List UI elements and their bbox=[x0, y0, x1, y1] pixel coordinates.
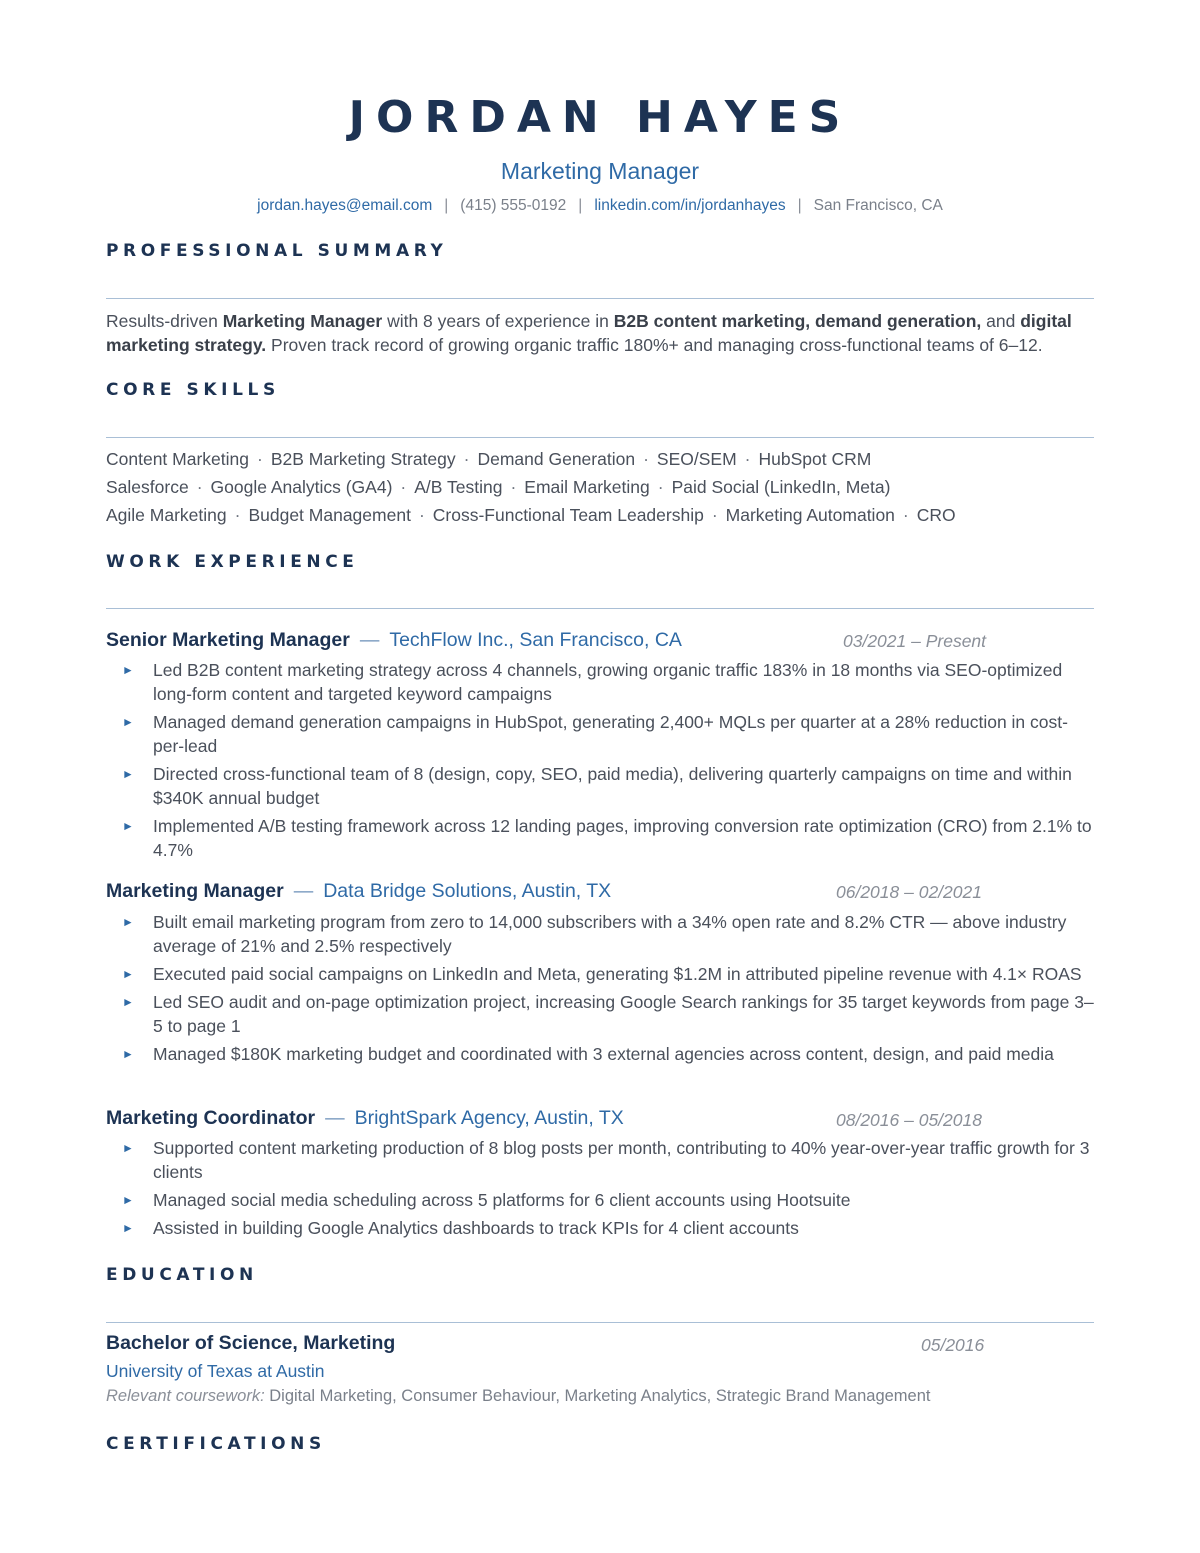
job-dates: 08/2016 – 05/2018 bbox=[836, 1110, 982, 1130]
skill-dot: · bbox=[510, 477, 517, 497]
section-divider bbox=[106, 608, 1094, 609]
bullet-arrow-icon: ► bbox=[122, 995, 134, 1009]
email-link[interactable]: jordan.hayes@email.com bbox=[257, 197, 433, 214]
candidate-name: JORDAN HAYES bbox=[348, 92, 852, 143]
list-item bbox=[122, 1216, 1097, 1240]
list-item bbox=[122, 814, 1097, 862]
company-name: BrightSpark Agency, Austin, TX bbox=[354, 1107, 624, 1129]
summary-part: Results-driven bbox=[106, 311, 223, 331]
bullet-arrow-icon: ► bbox=[122, 819, 134, 833]
bullet-text: Executed paid social campaigns on LinkedIn and Meta, generating $1.2M in attributed pipeline revenue with 4.1× ROAS bbox=[153, 964, 1082, 984]
skills-line-2 bbox=[106, 477, 890, 498]
skill-item: Marketing Automation bbox=[725, 505, 895, 525]
skill-dot: · bbox=[257, 449, 263, 469]
summary-emphasis: B2B content marketing, demand generation, bbox=[613, 311, 982, 331]
skill-item: Demand Generation bbox=[477, 449, 636, 469]
skills-line-1 bbox=[106, 449, 871, 470]
skill-item: Content Marketing bbox=[106, 449, 249, 469]
section-title-education: EDUCATION bbox=[106, 1265, 258, 1285]
skill-dot: · bbox=[463, 449, 470, 469]
bullet-text: Implemented A/B testing framework across 12 landing pages, improving conversion rate optimization (CRO) from 2.1% to 4.7% bbox=[153, 816, 1092, 860]
section-divider bbox=[106, 437, 1094, 438]
contact-line bbox=[0, 197, 1200, 215]
separator: | bbox=[444, 197, 449, 214]
bullet-arrow-icon: ► bbox=[122, 1047, 134, 1061]
bullet-text: Managed social media scheduling across 5 platforms for 6 client accounts using Hootsuite bbox=[153, 1190, 851, 1210]
skill-dot: · bbox=[657, 477, 664, 497]
dash: — bbox=[325, 1107, 345, 1129]
bullet-arrow-icon: ► bbox=[122, 915, 134, 929]
bullet-arrow-icon: ► bbox=[122, 967, 134, 981]
job-bullets bbox=[122, 910, 1097, 1070]
skill-item: B2B Marketing Strategy bbox=[270, 449, 456, 469]
list-item bbox=[122, 962, 1097, 986]
list-item bbox=[122, 990, 1097, 1038]
summary-part: and bbox=[981, 311, 1021, 331]
skill-item: Google Analytics (GA4) bbox=[210, 477, 393, 497]
bullet-text: Directed cross-functional team of 8 (design, copy, SEO, paid media), delivering quarterly campaigns on time and within $340K annual budget bbox=[153, 764, 1072, 808]
company-name: TechFlow Inc., San Francisco, CA bbox=[389, 629, 682, 651]
skill-dot: · bbox=[400, 477, 407, 497]
bullet-text: Led SEO audit and on-page optimization project, increasing Google Search rankings for 35 target keywords from page 3–5 to page 1 bbox=[153, 992, 1094, 1036]
summary-text bbox=[106, 310, 1096, 357]
bullet-text: Managed demand generation campaigns in HubSpot, generating 2,400+ MQLs per quarter at a 28% reduction in cost-per-lead bbox=[153, 712, 1068, 756]
skill-item: Agile Marketing bbox=[106, 505, 227, 525]
summary-emphasis: Marketing Manager bbox=[222, 311, 383, 331]
list-item bbox=[122, 710, 1097, 758]
list-item bbox=[122, 1136, 1097, 1184]
section-title-skills: CORE SKILLS bbox=[106, 380, 280, 400]
section-title-summary: PROFESSIONAL SUMMARY bbox=[106, 241, 448, 261]
list-item bbox=[122, 762, 1097, 810]
school-name: University of Texas at Austin bbox=[106, 1361, 325, 1381]
bullet-arrow-icon: ► bbox=[122, 1193, 134, 1207]
job-title: Senior Marketing Manager bbox=[106, 629, 350, 651]
skill-item: Email Marketing bbox=[524, 477, 650, 497]
bullet-text: Assisted in building Google Analytics dashboards to track KPIs for 4 client accounts bbox=[153, 1218, 799, 1238]
list-item bbox=[122, 910, 1097, 958]
section-divider bbox=[106, 1322, 1094, 1323]
separator: | bbox=[797, 197, 802, 214]
candidate-role: Marketing Manager bbox=[500, 158, 700, 184]
coursework-list: Digital Marketing, Consumer Behaviour, Marketing Analytics, Strategic Brand Management bbox=[264, 1387, 931, 1405]
skill-dot: · bbox=[196, 477, 203, 497]
bullet-text: Led B2B content marketing strategy across 4 channels, growing organic traffic 183% in 18 months via SEO-optimized long-form content and targeted keyword campaigns bbox=[153, 660, 1063, 704]
job-dates: 06/2018 – 02/2021 bbox=[836, 882, 982, 902]
summary-emphasis: digital marketing strategy. bbox=[106, 311, 1072, 355]
list-item bbox=[122, 658, 1097, 706]
section-title-certifications: CERTIFICATIONS bbox=[106, 1434, 326, 1454]
job-dates: 03/2021 – Present bbox=[843, 631, 987, 651]
summary-part: Proven track record of growing organic traffic 180%+ and managing cross-functional teams of 6–12. bbox=[266, 334, 1043, 355]
phone-number: (415) 555-0192 bbox=[460, 197, 567, 214]
summary-part: with 8 years of experience in bbox=[382, 311, 614, 331]
job-bullets bbox=[122, 1136, 1097, 1244]
bullet-arrow-icon: ► bbox=[122, 767, 134, 781]
location: San Francisco, CA bbox=[813, 197, 943, 214]
job-title: Marketing Manager bbox=[106, 880, 284, 902]
list-item bbox=[122, 1188, 1097, 1212]
bullet-arrow-icon: ► bbox=[122, 1141, 134, 1155]
linkedin-link[interactable]: linkedin.com/in/jordanhayes bbox=[594, 197, 786, 214]
bullet-arrow-icon: ► bbox=[122, 663, 134, 677]
list-item bbox=[122, 1042, 1097, 1066]
skill-item: Paid Social (LinkedIn, Meta) bbox=[671, 477, 891, 497]
skill-item: SEO/SEM bbox=[656, 449, 737, 469]
skill-dot: · bbox=[902, 505, 909, 525]
skills-line-3 bbox=[106, 505, 956, 526]
skill-dot: · bbox=[234, 505, 241, 525]
degree: Bachelor of Science, Marketing bbox=[106, 1332, 396, 1354]
skill-item: A/B Testing bbox=[414, 477, 503, 497]
bullet-arrow-icon: ► bbox=[122, 715, 134, 729]
bullet-text: Managed $180K marketing budget and coordinated with 3 external agencies across content, design, and paid media bbox=[153, 1044, 1054, 1064]
skill-item: Budget Management bbox=[248, 505, 411, 525]
coursework bbox=[106, 1387, 930, 1406]
company-name: Data Bridge Solutions, Austin, TX bbox=[323, 880, 612, 902]
job-bullets bbox=[122, 658, 1097, 866]
bullet-text: Built email marketing program from zero to 14,000 subscribers with a 34% open rate and 8.2% CTR — above industry average of 21% and 2.5% respectively bbox=[153, 912, 1067, 956]
skill-dot: · bbox=[711, 505, 718, 525]
section-title-experience: WORK EXPERIENCE bbox=[106, 552, 359, 572]
dash: — bbox=[293, 880, 314, 902]
dash: — bbox=[359, 629, 380, 651]
bullet-text: Supported content marketing production of 8 blog posts per month, contributing to 40% year-over-year traffic growth for 3 clients bbox=[153, 1138, 1090, 1182]
skill-item: CRO bbox=[916, 505, 956, 525]
skill-dot: · bbox=[643, 449, 649, 469]
skill-item: Cross-Functional Team Leadership bbox=[432, 505, 704, 525]
coursework-label: Relevant coursework: bbox=[106, 1387, 265, 1405]
bullet-arrow-icon: ► bbox=[122, 1221, 134, 1235]
section-divider bbox=[106, 298, 1094, 299]
job-title: Marketing Coordinator bbox=[106, 1107, 316, 1129]
skill-dot: · bbox=[418, 505, 425, 525]
separator: | bbox=[578, 197, 583, 214]
education-date: 05/2016 bbox=[921, 1335, 985, 1355]
skill-dot: · bbox=[744, 449, 751, 469]
skill-item: HubSpot CRM bbox=[758, 449, 872, 469]
skill-item: Salesforce bbox=[106, 477, 189, 497]
